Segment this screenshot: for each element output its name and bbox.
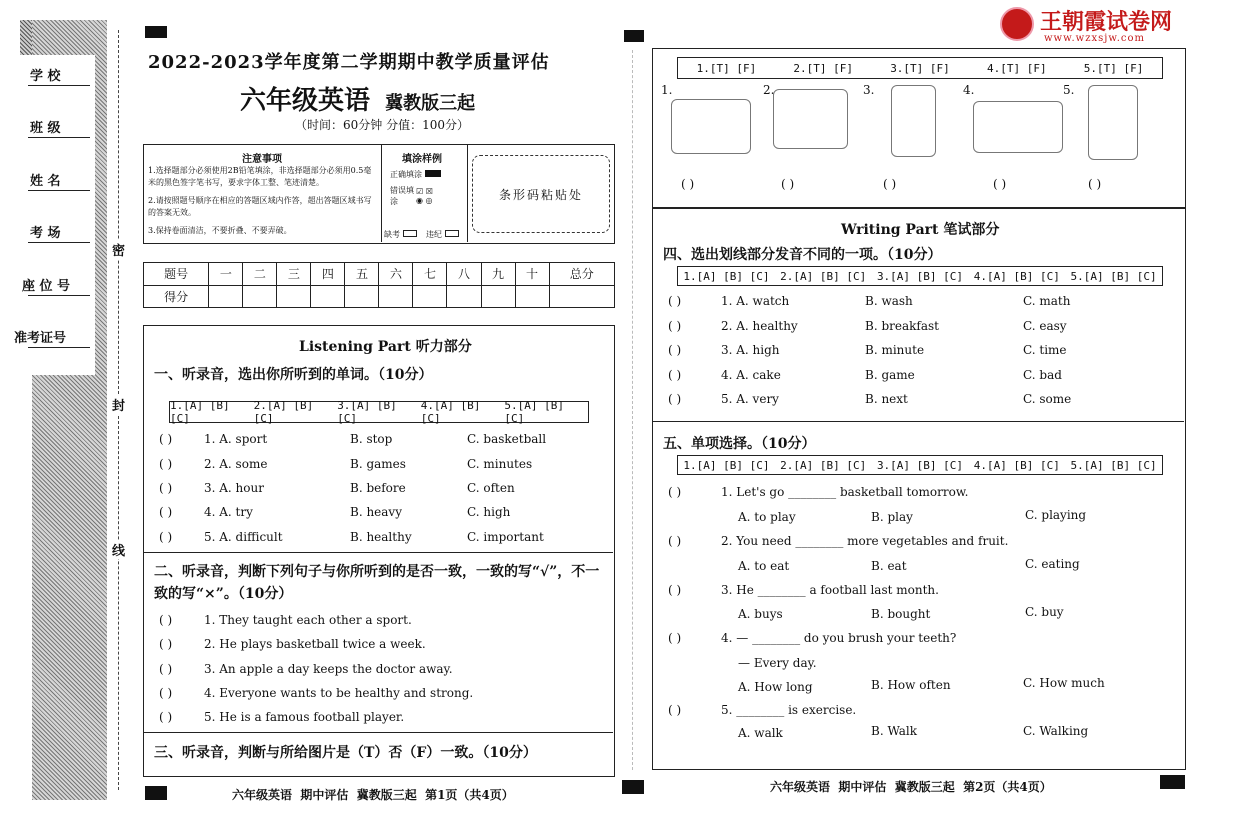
answer-option[interactable]: 4.[A] [B] [C] xyxy=(420,399,481,425)
answer-paren[interactable]: ( ) xyxy=(159,662,173,676)
reg-mark xyxy=(145,26,167,38)
answer-option[interactable]: 4.[A] [B] [C] xyxy=(973,269,1060,283)
item-a: 1. A. watch xyxy=(721,294,790,308)
watermark-logo-icon xyxy=(1000,7,1034,41)
writing-box xyxy=(652,208,1186,770)
answer-option[interactable]: 1.[A] [B] [C] xyxy=(170,399,230,425)
opt-b: B. eat xyxy=(871,559,907,573)
edition: 冀教版三起 xyxy=(385,93,476,114)
picture-bicycle-icon xyxy=(1088,85,1138,160)
answer-paren[interactable]: ( ) xyxy=(668,368,682,382)
s1-answer-bar xyxy=(169,401,589,423)
score-cell[interactable] xyxy=(277,285,311,308)
field-room: 考 场 xyxy=(30,226,61,241)
answer-paren[interactable]: ( ) xyxy=(668,294,682,308)
score-header: 一 xyxy=(209,263,243,286)
fill-violation: 违纪 xyxy=(426,229,459,240)
picture-sport-icon xyxy=(671,99,751,154)
list-item xyxy=(159,505,172,519)
answer-option[interactable]: 2.[A] [B] [C] xyxy=(780,269,867,283)
field-class: 班 级 xyxy=(30,121,61,136)
question: 4. — ________ do you brush your teeth? xyxy=(721,631,957,645)
opt-b: B. How often xyxy=(871,678,951,692)
score-header: 题号 xyxy=(144,263,209,286)
answer-option[interactable]: 2.[T] [F] xyxy=(793,61,853,75)
notice-item: 1.选择题部分必须使用2B铅笔填涂，非选择题部分必须用0.5毫米的黑色签字笔书写，要求字体工整、笔迹清楚。 xyxy=(148,166,372,187)
list-item xyxy=(159,481,172,495)
reg-mark xyxy=(145,786,167,800)
picture-girl-icon xyxy=(891,85,936,157)
s2-title: 二、听录音，判断下列句子与你所听到的是否一致，一致的写“√”，不一致的写“×”。（10分） xyxy=(154,564,600,602)
subject-line xyxy=(240,80,475,117)
answer-paren[interactable]: ( ) xyxy=(159,505,173,519)
list-item xyxy=(668,368,681,382)
item-b: B. minute xyxy=(865,343,925,357)
list-item xyxy=(668,631,681,645)
list-item xyxy=(668,583,681,597)
item-a: 5. A. difficult xyxy=(204,530,283,544)
list-item xyxy=(668,294,681,308)
item-b: B. breakfast xyxy=(865,319,939,333)
item-c: C. math xyxy=(1023,294,1071,308)
answer-paren[interactable]: ( ) xyxy=(993,177,1007,191)
subject: 六年级英语 xyxy=(240,86,371,116)
item-a: 3. A. high xyxy=(721,343,780,357)
item-c: C. minutes xyxy=(467,457,533,471)
list-item xyxy=(159,686,172,700)
score-header: 六 xyxy=(379,263,413,286)
opt-a: A. buys xyxy=(738,607,783,621)
answer-paren[interactable]: ( ) xyxy=(781,177,795,191)
writing-title: Writing Part 笔试部分 xyxy=(841,222,1000,238)
list-item xyxy=(668,319,681,333)
score-cell[interactable] xyxy=(515,285,549,308)
answer-paren[interactable]: ( ) xyxy=(159,613,173,627)
statement: 1. They taught each other a sport. xyxy=(204,613,412,627)
divider xyxy=(144,732,613,733)
score-table xyxy=(143,262,615,308)
answer-paren[interactable]: ( ) xyxy=(668,534,682,548)
score-cell[interactable] xyxy=(209,285,243,308)
opt-a: A. walk xyxy=(738,726,783,740)
question: 1. Let's go ________ basketball tomorrow. xyxy=(721,485,969,499)
item-a: 5. A. very xyxy=(721,392,779,406)
item-a: 2. A. healthy xyxy=(721,319,798,333)
question: 5. ________ is exercise. xyxy=(721,703,857,717)
field-school: 学 校 xyxy=(30,69,61,84)
s3-answer-bar xyxy=(677,57,1163,79)
list-item xyxy=(668,703,681,717)
list-item xyxy=(159,613,172,627)
opt-b: B. Walk xyxy=(871,724,918,738)
fill-wrong-samples: ☑ ☒ ◉ ◎ xyxy=(416,187,433,205)
divider xyxy=(144,552,613,553)
answer-paren[interactable]: ( ) xyxy=(159,481,173,495)
score-cell[interactable] xyxy=(243,285,277,308)
field-name: 姓 名 xyxy=(30,174,61,189)
exam-title: 2022-2023学年度第二学期期中教学质量评估 xyxy=(148,52,550,73)
reg-mark xyxy=(622,780,644,794)
item-a: 4. A. cake xyxy=(721,368,781,382)
opt-a: A. to play xyxy=(738,510,796,524)
margin-fields xyxy=(0,55,95,375)
score-header: 十 xyxy=(515,263,549,286)
pic-num: 4. xyxy=(963,83,975,97)
opt-c: C. Walking xyxy=(1023,724,1089,738)
footer-page2: 六年级英语 期中评估 冀教版三起 第2页（共4页） xyxy=(770,780,1052,794)
list-item xyxy=(668,485,681,499)
s5-answer-bar xyxy=(677,455,1163,475)
score-cell[interactable] xyxy=(345,285,379,308)
answer-paren[interactable]: ( ) xyxy=(159,710,173,724)
barcode-label: 条形码粘贴处 xyxy=(498,187,583,202)
field-ticket: 准考证号 xyxy=(14,331,67,346)
seal-mi: 密 xyxy=(112,240,125,259)
score-cell[interactable] xyxy=(447,285,481,308)
statement: 4. Everyone wants to be healthy and strong. xyxy=(204,686,474,700)
item-c: C. some xyxy=(1023,392,1072,406)
opt-c: C. eating xyxy=(1025,557,1080,571)
list-item xyxy=(159,530,172,544)
answer-option[interactable]: 1.[A] [B] [C] xyxy=(683,458,770,472)
answer-option[interactable]: 4.[T] [F] xyxy=(986,61,1047,75)
s1-title: 一、听录音，选出你所听到的单词。（10分） xyxy=(154,367,433,383)
answer-option[interactable]: 3.[A] [B] [C] xyxy=(337,399,397,425)
pic-num: 2. xyxy=(763,83,775,97)
list-item xyxy=(159,457,172,471)
s4-answer-bar xyxy=(677,266,1163,286)
answer-option[interactable]: 2.[A] [B] [C] xyxy=(253,399,314,425)
fill-wrong: 错误填涂 xyxy=(390,186,414,206)
item-c: C. time xyxy=(1023,343,1067,357)
item-b: B. healthy xyxy=(350,530,412,544)
item-a: 4. A. try xyxy=(204,505,253,519)
answer-paren[interactable]: ( ) xyxy=(883,177,897,191)
list-item xyxy=(159,432,172,446)
seal-xian: 线 xyxy=(112,540,125,559)
answer-paren[interactable]: ( ) xyxy=(159,637,173,651)
time-score: （时间：60分钟 分值：100分） xyxy=(295,118,469,132)
opt-a: A. to eat xyxy=(738,559,790,573)
score-cell[interactable] xyxy=(379,285,413,308)
answer-option[interactable]: 5.[A] [B] [C] xyxy=(1070,458,1157,472)
statement: 3. An apple a day keeps the doctor away. xyxy=(204,662,453,676)
list-item xyxy=(159,710,172,724)
item-b: B. heavy xyxy=(350,505,402,519)
answer-option[interactable]: 1.[T] [F] xyxy=(696,61,757,75)
item-c: C. important xyxy=(467,530,544,544)
score-cell[interactable] xyxy=(311,285,345,308)
score-header: 四 xyxy=(311,263,345,286)
answer-option[interactable]: 3.[T] [F] xyxy=(890,61,950,75)
question: 3. He ________ a football last month. xyxy=(721,583,939,597)
footer-page1: 六年级英语 期中评估 冀教版三起 第1页（共4页） xyxy=(232,788,514,802)
item-a: 2. A. some xyxy=(204,457,268,471)
answer-paren[interactable]: ( ) xyxy=(668,631,682,645)
answer-paren[interactable]: ( ) xyxy=(668,703,682,717)
picture-clock-icon xyxy=(773,89,848,149)
notice-item: 2.请按照题号顺序在相应的答题区域内作答，超出答题区域书写的答案无效。 xyxy=(148,196,372,217)
pic-num: 5. xyxy=(1063,83,1075,97)
fill-absent: 缺考 xyxy=(384,229,417,240)
answer-paren[interactable]: ( ) xyxy=(159,686,173,700)
score-header: 二 xyxy=(243,263,277,286)
center-fold xyxy=(632,50,633,770)
score-header: 九 xyxy=(481,263,515,286)
item-b: B. before xyxy=(350,481,406,495)
reg-mark xyxy=(1160,775,1185,789)
barcode-area xyxy=(472,155,610,233)
item-b: B. next xyxy=(865,392,908,406)
notice-box xyxy=(143,144,615,244)
answer-paren[interactable]: ( ) xyxy=(668,485,682,499)
statement: 5. He is a famous football player. xyxy=(204,710,405,724)
list-item xyxy=(668,343,681,357)
answer-option[interactable]: 3.[A] [B] [C] xyxy=(876,269,964,283)
fill-title: 填涂样例 xyxy=(402,154,442,165)
watermark-url: www.wzxsjw.com xyxy=(1044,33,1146,44)
pic-num: 1. xyxy=(661,83,673,97)
item-c: C. high xyxy=(467,505,511,519)
answer-option[interactable]: 1.[A] [B] [C] xyxy=(683,269,770,283)
score-header: 五 xyxy=(345,263,379,286)
item-b: B. game xyxy=(865,368,915,382)
s4-title: 四、选出划线部分发音不同的一项。（10分） xyxy=(663,247,942,263)
score-header: 八 xyxy=(447,263,481,286)
list-item xyxy=(668,392,681,406)
item-c: C. bad xyxy=(1023,368,1062,382)
score-cell[interactable] xyxy=(549,285,614,308)
answer-option[interactable]: 3.[A] [B] [C] xyxy=(876,458,964,472)
opt-b: B. bought xyxy=(871,607,931,621)
score-header: 三 xyxy=(277,263,311,286)
answer-paren[interactable]: ( ) xyxy=(668,319,682,333)
page2-top-box xyxy=(652,48,1186,208)
item-b: B. games xyxy=(350,457,406,471)
answer-option[interactable]: 2.[A] [B] [C] xyxy=(780,458,867,472)
item-a: 3. A. hour xyxy=(204,481,264,495)
item-c: C. basketball xyxy=(467,432,547,446)
listening-box xyxy=(143,325,615,777)
score-cell[interactable] xyxy=(413,285,447,308)
divider xyxy=(653,421,1184,422)
item-b: B. wash xyxy=(865,294,913,308)
score-header: 总分 xyxy=(549,263,614,286)
picture-food-icon xyxy=(973,101,1063,153)
list-item xyxy=(159,637,172,651)
answer-paren[interactable]: ( ) xyxy=(681,177,695,191)
margin-hatch-top xyxy=(20,20,32,60)
answer-option[interactable]: 5.[A] [B] [C] xyxy=(504,399,564,425)
opt-c: C. How much xyxy=(1023,676,1105,690)
item-c: C. often xyxy=(467,481,515,495)
list-item xyxy=(159,662,172,676)
score-row-label: 得分 xyxy=(144,285,209,308)
watermark xyxy=(1000,5,1200,45)
notice-item: 3.保持卷面清洁，不要折叠、不要弄破。 xyxy=(148,226,292,235)
list-item xyxy=(668,534,681,548)
s3-title: 三、听录音，判断与所给图片是（T）否（F）一致。（10分） xyxy=(154,745,537,761)
fill-correct: 正确填涂 xyxy=(390,169,441,180)
item-a: 1. A. sport xyxy=(204,432,268,446)
opt-c: C. buy xyxy=(1025,605,1064,619)
opt-b: B. play xyxy=(871,510,913,524)
pic-num: 3. xyxy=(863,83,875,97)
answer-paren[interactable]: ( ) xyxy=(668,343,682,357)
item-c: C. easy xyxy=(1023,319,1067,333)
answer-paren[interactable]: ( ) xyxy=(668,583,682,597)
answer-paren[interactable]: ( ) xyxy=(668,392,682,406)
notice-title: 注意事项 xyxy=(242,154,282,165)
score-cell[interactable] xyxy=(481,285,515,308)
opt-a: A. How long xyxy=(738,680,813,694)
answer-option[interactable]: 5.[T] [F] xyxy=(1083,61,1144,75)
statement: 2. He plays basketball twice a week. xyxy=(204,637,426,651)
answer-paren[interactable]: ( ) xyxy=(1088,177,1102,191)
s5-title: 五、单项选择。（10分） xyxy=(663,436,816,452)
answer-paren[interactable]: ( ) xyxy=(159,530,173,544)
field-seat: 座 位 号 xyxy=(22,279,71,294)
watermark-name: 王朝霞试卷网 xyxy=(1040,10,1173,35)
question-reply: — Every day. xyxy=(738,656,817,670)
answer-paren[interactable]: ( ) xyxy=(159,432,173,446)
reg-mark xyxy=(624,30,644,42)
opt-c: C. playing xyxy=(1025,508,1087,522)
listening-title: Listening Part 听力部分 xyxy=(299,339,472,355)
score-header: 七 xyxy=(413,263,447,286)
item-b: B. stop xyxy=(350,432,393,446)
answer-paren[interactable]: ( ) xyxy=(159,457,173,471)
answer-option[interactable]: 4.[A] [B] [C] xyxy=(973,458,1060,472)
seal-feng: 封 xyxy=(112,395,125,414)
question: 2. You need ________ more vegetables and fruit. xyxy=(721,534,1009,548)
answer-option[interactable]: 5.[A] [B] [C] xyxy=(1070,269,1157,283)
